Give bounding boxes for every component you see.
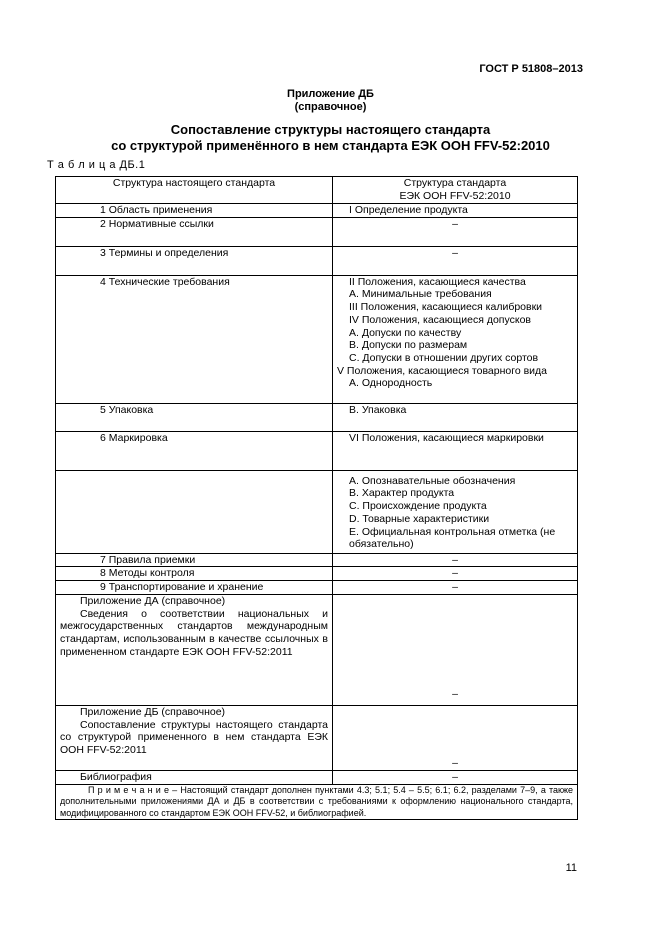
row-right-cell: В. Упаковка bbox=[333, 403, 578, 431]
row-right-cell: – bbox=[333, 553, 578, 567]
table-row bbox=[56, 594, 578, 705]
row-right-cell bbox=[333, 275, 578, 403]
table-row bbox=[56, 770, 578, 784]
row-left-cell: 9 Транспортирование и хранение bbox=[56, 581, 333, 595]
right-line: D. Товарные характеристики bbox=[349, 512, 490, 525]
row-left-cell: 6 Маркировка bbox=[56, 431, 333, 470]
right-line: А. Допуски по качеству bbox=[349, 326, 462, 339]
row-right-cell: – bbox=[333, 217, 578, 246]
appendix-da-body: Сведения о соответствии национальных и межгосударственных стандартов международным стандартам, использованным в качестве ссылочных в примененном стандарте ЕЭК ООН FFV-52:2011 bbox=[60, 607, 328, 658]
right-line: V Положения, касающиеся товарного вида bbox=[337, 364, 547, 377]
row-right-cell: – bbox=[333, 594, 578, 705]
row-left-cell: 2 Нормативные ссылки bbox=[56, 217, 333, 246]
right-line: А. Опознавательные обозначения bbox=[349, 474, 516, 487]
right-line: А. Минимальные требования bbox=[349, 288, 492, 301]
table-header-row bbox=[56, 177, 578, 204]
right-line: III Положения, касающиеся калибровки bbox=[349, 301, 543, 314]
right-line: В. Характер продукта bbox=[349, 487, 455, 500]
row-left-cell: 5 Упаковка bbox=[56, 403, 333, 431]
appendix-title-line2: со структурой применённого в нем стандарта ЕЭК ООН FFV-52:2010 bbox=[111, 138, 550, 153]
row-right-cell bbox=[333, 470, 578, 553]
page-number: 11 bbox=[565, 862, 577, 874]
col1-header: Структура настоящего стандарта bbox=[56, 177, 333, 204]
row-left-cell: 1 Область применения bbox=[56, 204, 333, 218]
col2-header-line1: Структура стандарта bbox=[403, 177, 507, 189]
right-line: А. Однородность bbox=[349, 377, 433, 390]
table-row bbox=[56, 567, 578, 581]
appendix-type: (справочное) bbox=[294, 101, 367, 113]
row-right-cell: – bbox=[333, 246, 578, 275]
appendix-db-body: Сопоставление структуры настоящего стандарта со структурой примененного в нем стандарта ЕЭК ООН FFV-52:2011 bbox=[60, 718, 328, 756]
right-line: Е. Официальная контрольная отметка (не обязательно) bbox=[349, 525, 556, 551]
row-left-cell bbox=[56, 470, 333, 553]
appendix-da-title: Приложение ДА (справочное) bbox=[80, 594, 226, 607]
table-row bbox=[56, 470, 578, 553]
row-right-cell: I Определение продукта bbox=[333, 204, 578, 218]
right-line: II Положения, касающиеся качества bbox=[349, 275, 526, 288]
table-row bbox=[56, 217, 578, 246]
appendix-label: Приложение ДБ bbox=[287, 88, 374, 100]
row-left-cell: 8 Методы контроля bbox=[56, 567, 333, 581]
appendix-db-title: Приложение ДБ (справочное) bbox=[80, 705, 226, 718]
right-line: С. Происхождение продукта bbox=[349, 500, 487, 513]
appendix-title-line1: Сопоставление структуры настоящего стандарта bbox=[170, 122, 491, 137]
table-row bbox=[56, 581, 578, 595]
note-label: П р и м е ч а н и е – bbox=[88, 784, 178, 795]
row-right-cell: – bbox=[333, 770, 578, 784]
table-row bbox=[56, 431, 578, 470]
table-row bbox=[56, 246, 578, 275]
table-note-row bbox=[56, 784, 578, 820]
row-left-cell bbox=[56, 705, 333, 770]
row-right-cell: – bbox=[333, 581, 578, 595]
row-left-cell: 4 Технические требования bbox=[56, 275, 333, 403]
row-left-cell: 7 Правила приемки bbox=[56, 553, 333, 567]
document-code: ГОСТ Р 51808–2013 bbox=[479, 63, 583, 75]
table-row bbox=[56, 705, 578, 770]
note-text: Настоящий стандарт дополнен пунктами 4.3; 5.1; 5.4 – 5.5; 6.1; 6.2, разделами 7–9, а также дополнительными приложениями ДА и ДБ в соответствии с требованиями к оформлению национального стандарта, модифицированного со стандартом ЕЭК ООН FFV-52, и библиографией. bbox=[60, 784, 573, 818]
right-line: С. Допуски в отношении других сортов bbox=[349, 351, 539, 364]
table-label: Т а б л и ц а ДБ.1 bbox=[47, 159, 146, 171]
right-line: В. Допуски по размерам bbox=[349, 339, 468, 352]
row-left-cell bbox=[56, 594, 333, 705]
row-left-cell: Библиография bbox=[56, 770, 333, 784]
table-row bbox=[56, 553, 578, 567]
table-note bbox=[56, 784, 578, 820]
col2-header bbox=[333, 177, 578, 204]
row-right-cell: – bbox=[333, 705, 578, 770]
table-row bbox=[56, 275, 578, 403]
row-left-cell: 3 Термины и определения bbox=[56, 246, 333, 275]
table-row bbox=[56, 204, 578, 218]
right-line: IV Положения, касающиеся допусков bbox=[349, 313, 531, 326]
row-right-cell: VI Положения, касающиеся маркировки bbox=[333, 431, 578, 470]
row-right-cell: – bbox=[333, 567, 578, 581]
col2-header-line2: ЕЭК ООН FFV-52:2010 bbox=[399, 189, 511, 202]
comparison-table bbox=[55, 176, 578, 820]
table-row bbox=[56, 403, 578, 431]
